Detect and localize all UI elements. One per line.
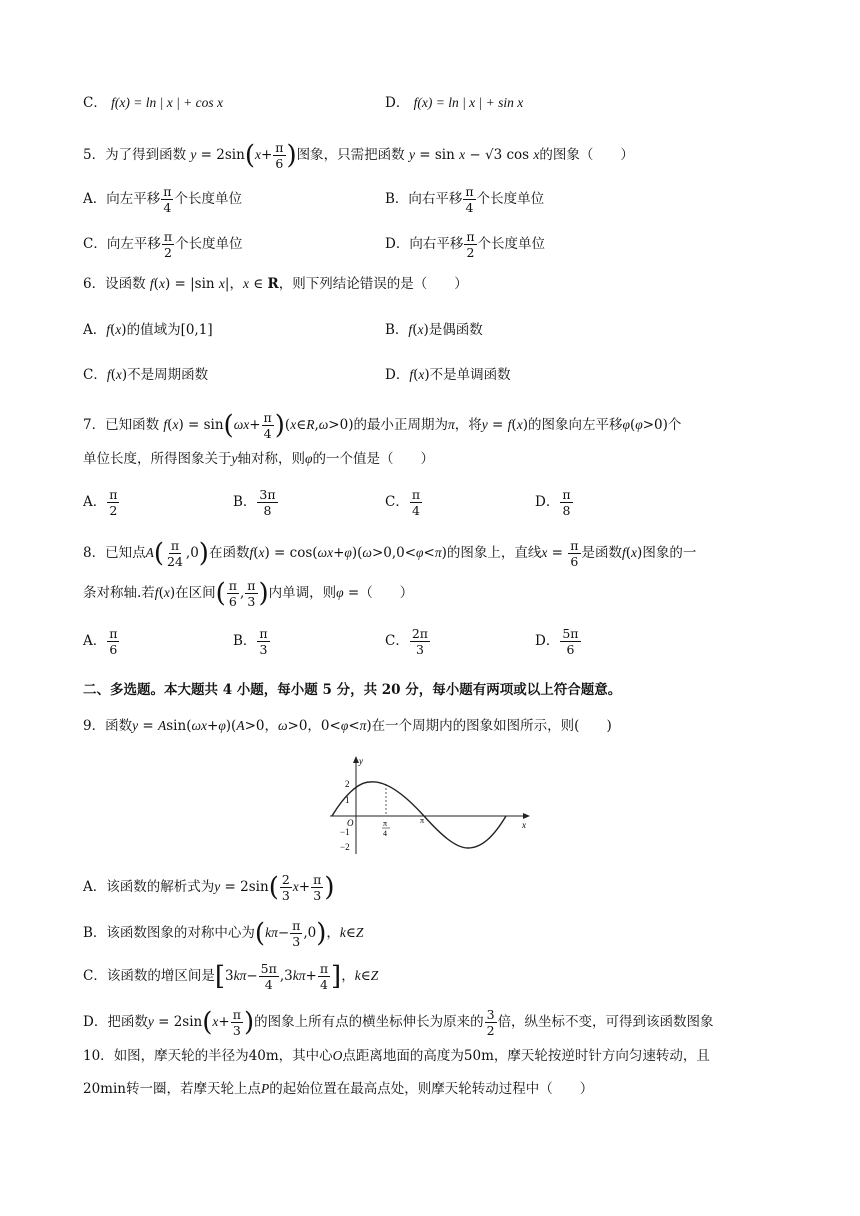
graph-x-label: x (522, 820, 526, 830)
q4-c-expression: f(x) = ln | x | + cos x (111, 95, 223, 110)
q8-option-c: C． $\frac{2\pi}{3}$ (385, 626, 429, 657)
graph-sine-curve (332, 782, 506, 848)
q7-option-b: B． $\frac{3\pi}{8}$ (233, 487, 276, 518)
q6-option-b: B．f(x)是偶函数 (385, 322, 483, 338)
q6-option-a: A．f(x)的值域为[0,1] (83, 322, 213, 338)
q9-sine-graph (326, 752, 536, 858)
q5-stem: 5．为了得到函数 y = 2sin(x+ $\frac{\pi}{6}$ )图象，只需把函数 y = sin x − √3 cos x的图象（ ） (83, 140, 634, 171)
graph-y-label: y (359, 756, 363, 766)
q9-option-c: C．该函数的增区间是[3kπ− $\frac{5\pi}{4}$ ,3kπ+ $\frac{\pi}{4}$ ]，k∈Z (83, 961, 379, 992)
graph-y-tick-1: 1 (345, 795, 350, 805)
q9-stem: 9．函数y = Asin(ωx+φ)(A>0，ω>0，0<φ<π)在一个周期内的图象如图所示，则( ) (83, 718, 612, 734)
q9-option-a: A．该函数的解析式为y = 2sin( $\frac{2}{3}$ x+ $\frac{\pi}{3}$ ) (83, 872, 335, 903)
q7-option-c: C． $\frac{\pi}{4}$ (385, 487, 421, 518)
graph-y-tick-neg1: −1 (340, 827, 350, 837)
q4-option-d: D． f(x) = ln | x | + sin x (385, 95, 524, 111)
q6-option-c: C．f(x)不是周期函数 (83, 367, 209, 383)
q5-option-d: D．向右平移 $\frac{\pi}{2}$ 个长度单位 (385, 229, 546, 260)
q8-option-d: D． $\frac{5\pi}{6}$ (535, 626, 579, 657)
q7-stem: 7．已知函数 f(x) = sin(ωx+ $\frac{\pi}{4}$ )(x∈R,ω>0)的最小正周期为π，将y = f(x)的图象向左平移φ(φ>0)个 (83, 410, 682, 441)
q9-option-d: D．把函数y = 2sin(x+ $\frac{\pi}{3}$ )的图象上所有点的横坐标伸长为原来的 $\frac{3}{2}$ 倍，纵坐标不变，可得到该函数图象 (83, 1007, 714, 1038)
graph-x-tick-den: 4 (383, 829, 387, 838)
q8-option-b: B． $\frac{\pi}{3}$ (233, 626, 268, 657)
q8-option-a: A． $\frac{\pi}{6}$ (83, 626, 118, 657)
q6-option-d: D．f(x)不是单调函数 (385, 367, 511, 383)
graph-x-tick-num: π (383, 819, 388, 828)
graph-x-tick-pi: π (420, 816, 425, 825)
q7-option-d: D． $\frac{\pi}{8}$ (535, 487, 571, 518)
q9-option-b: B．该函数图象的对称中心为(kπ− $\frac{\pi}{3}$ ,0)，k∈Z (83, 918, 364, 949)
q7-stem-line2: 单位长度，所得图象关于y轴对称，则φ的一个值是（ ） (83, 451, 434, 467)
q5-option-b: B．向右平移 $\frac{\pi}{4}$ 个长度单位 (385, 184, 545, 215)
q8-stem: 8．已知点A( $\frac{\pi}{24}$ ,0)在函数f(x) = cos(ωx+φ)(ω>0,0<φ<π)的图象上，直线x = $\frac{\pi}{6}$ 是函数f(x)图象的一 (83, 538, 697, 569)
graph-y-tick-neg2: −2 (340, 842, 350, 852)
q7-option-a: A． $\frac{\pi}{2}$ (83, 487, 118, 518)
graph-y-tick-2: 2 (345, 779, 350, 789)
q4-option-c: C． f(x) = ln | x | + cos x (83, 95, 223, 111)
q8-stem-line2: 条对称轴.若f(x)在区间( $\frac{\pi}{6}$ , $\frac{\pi}{3}$ )内单调，则φ =（ ） (83, 578, 414, 609)
q6-stem: 6．设函数 f(x) = |sin x|，x ∈ R，则下列结论错误的是（ ） (83, 276, 468, 292)
graph-origin: O (347, 818, 354, 828)
q5-option-a: A．向左平移 $\frac{\pi}{4}$ 个长度单位 (83, 184, 242, 215)
q10-stem-line2: 20min转一圈，若摩天轮上点P的起始位置在最高点处，则摩天轮转动过程中（ ） (83, 1081, 594, 1097)
section2-heading: 二、多选题。本大题共 4 小题，每小题 5 分，共 20 分，每小题有两项或以上符合题意。 (83, 682, 622, 698)
q5-option-c: C．向左平移 $\frac{\pi}{2}$ 个长度单位 (83, 229, 243, 260)
q10-stem: 10．如图，摩天轮的半径为40m，其中心O点距离地面的高度为50m，摩天轮按逆时针方向匀速转动，且 (83, 1048, 710, 1064)
q4-d-expression: f(x) = ln | x | + sin x (413, 95, 524, 110)
